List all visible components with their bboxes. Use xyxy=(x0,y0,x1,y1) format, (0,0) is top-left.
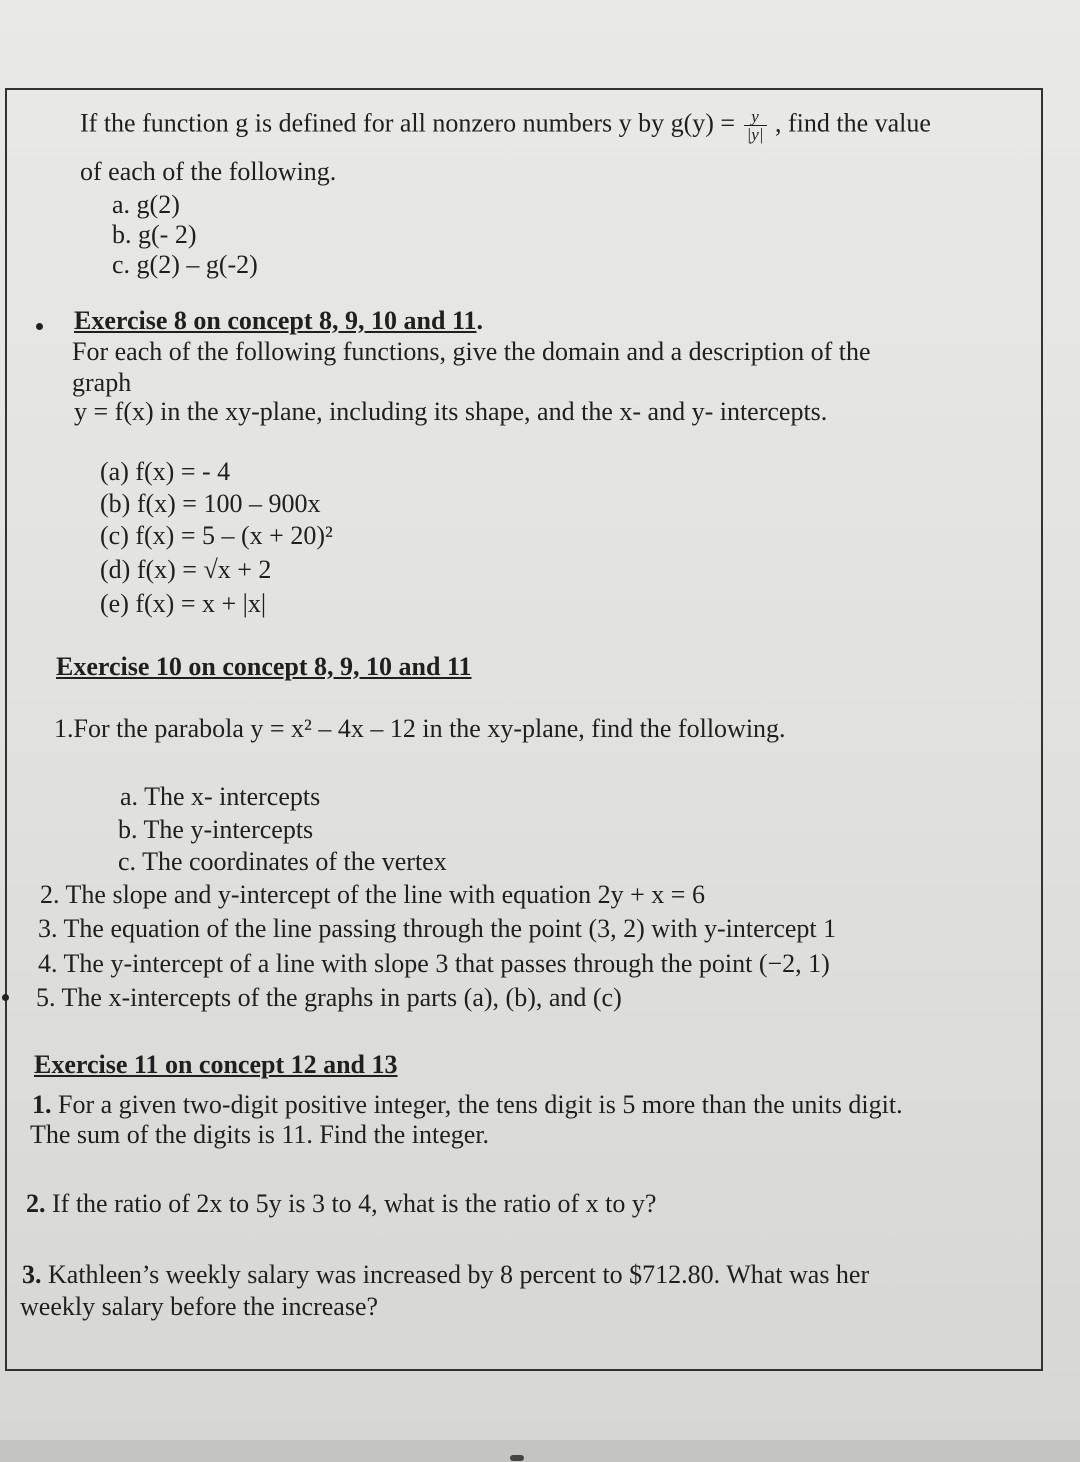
exercise-8-heading-line xyxy=(74,306,483,336)
intro-item-c: c. g(2) – g(-2) xyxy=(112,250,258,279)
exercise-10-question-1: 1.For the parabola y = x² – 4x – 12 in the xy-plane, find the following. xyxy=(54,714,786,743)
exercise-8-heading-period: . xyxy=(476,306,484,335)
intro-text-b: , find the value xyxy=(775,108,931,138)
exercise-8-item-e: (e) f(x) = x + |x| xyxy=(100,589,267,618)
question-number: 3. xyxy=(22,1260,42,1289)
exercise-11-question-1-line-1 xyxy=(32,1090,903,1120)
exercise-8-line-1: For each of the following functions, give the domain and a description of the xyxy=(72,337,871,366)
question-text: If the ratio of 2x to 5y is 3 to 4, what is the ratio of x to y? xyxy=(45,1189,657,1218)
exercise-11-heading: Exercise 11 on concept 12 and 13 xyxy=(34,1050,398,1079)
exercise-8-item-a: (a) f(x) = - 4 xyxy=(100,457,231,486)
exercise-10-heading: Exercise 10 on concept 8, 9, 10 and 11 xyxy=(56,652,472,681)
intro-line-1 xyxy=(80,108,931,143)
bullet-dot xyxy=(2,994,9,1001)
exercise-8-item-c: (c) f(x) = 5 – (x + 20)² xyxy=(100,521,333,550)
question-text: Kathleen’s weekly salary was increased by 8 percent to $712.80. What was her xyxy=(41,1260,870,1289)
exercise-11-question-1-line-2: The sum of the digits is 11. Find the integer. xyxy=(30,1120,490,1149)
exercise-11-question-3-line-1 xyxy=(22,1260,869,1290)
page-edge-shadow xyxy=(0,1440,1080,1462)
exercise-11-question-2 xyxy=(26,1189,656,1219)
exercise-8-heading: Exercise 8 on concept 8, 9, 10 and 11 xyxy=(74,306,477,335)
exercise-11-question-3-line-2: weekly salary before the increase? xyxy=(20,1292,379,1321)
fraction-numerator: y xyxy=(744,108,767,126)
exercise-10-question-3: 3. The equation of the line passing through the point (3, 2) with y-intercept 1 xyxy=(38,914,837,943)
exercise-8-item-b: (b) f(x) = 100 – 900x xyxy=(100,489,321,518)
intro-item-a: a. g(2) xyxy=(112,190,180,219)
page-mark xyxy=(510,1455,524,1461)
exercise-10-question-2: 2. The slope and y-intercept of the line with equation 2y + x = 6 xyxy=(40,880,705,909)
exercise-8-line-2: graph xyxy=(72,368,132,397)
exercise-10-question-4: 4. The y-intercept of a line with slope 3 that passes through the point (−2, 1) xyxy=(38,949,830,978)
fraction-denominator: |y| xyxy=(746,125,764,144)
question-number: 1. xyxy=(32,1090,52,1119)
intro-fraction xyxy=(744,108,767,143)
intro-text-a: If the function g is defined for all nonzero numbers y by g(y) = xyxy=(80,108,736,138)
exercise-8-item-d: (d) f(x) = √x + 2 xyxy=(100,555,272,584)
intro-line-2: of each of the following. xyxy=(80,157,337,186)
intro-item-b: b. g(- 2) xyxy=(112,220,197,249)
exercise-8-line-3: y = f(x) in the xy-plane, including its shape, and the x- and y- intercepts. xyxy=(74,397,828,426)
question-number: 2. xyxy=(26,1189,46,1218)
exercise-10-question-5: 5. The x-intercepts of the graphs in parts (a), (b), and (c) xyxy=(36,983,622,1012)
question-text: For a given two-digit positive integer, the tens digit is 5 more than the units digit. xyxy=(51,1090,903,1119)
bullet-dot xyxy=(36,323,43,330)
exercise-10-sub-b: b. The y-intercepts xyxy=(118,815,314,844)
exercise-10-sub-a: a. The x- intercepts xyxy=(120,782,321,811)
exercise-10-sub-c: c. The coordinates of the vertex xyxy=(118,847,447,876)
